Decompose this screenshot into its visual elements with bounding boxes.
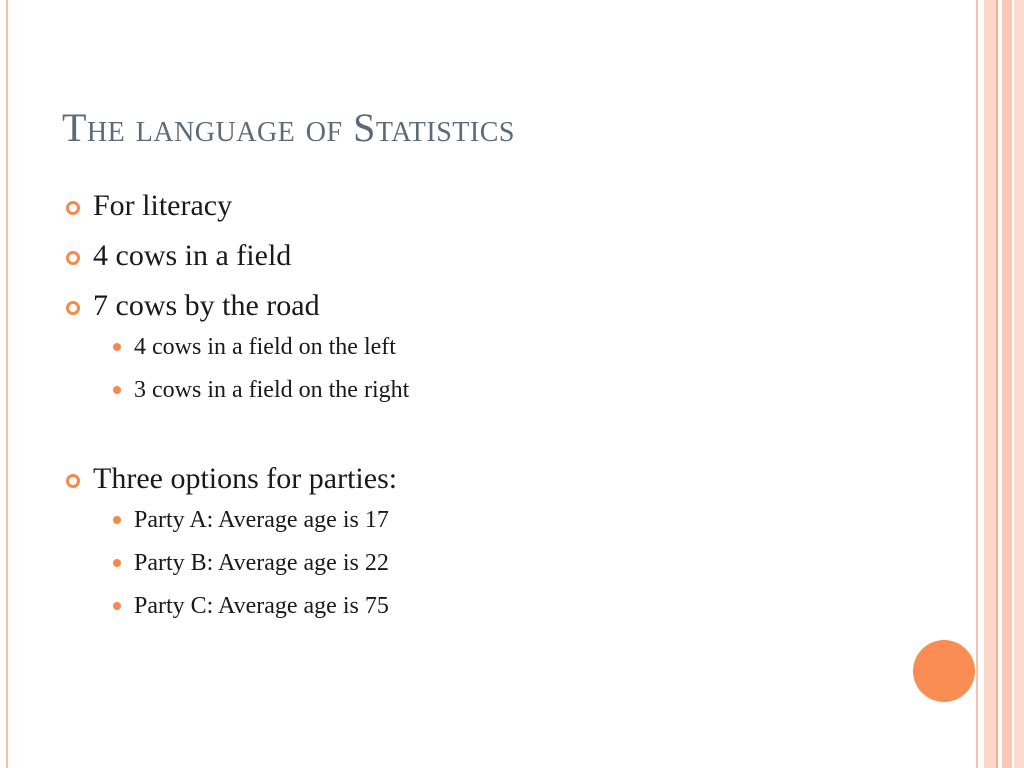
bullet-item [64,188,884,224]
bullet-text: Three options for parties: [93,462,398,495]
stripe [984,0,996,768]
sub-bullet-text: Party C: Average age is 75 [134,593,389,619]
sub-bullet-item [93,591,884,621]
sub-bullet-list [93,505,884,621]
bullet-item [64,238,884,274]
slide-title: The language of Statistics [62,105,515,150]
bullet-text: For literacy [93,189,233,222]
dot-bullet-icon [113,559,121,567]
stripe [1002,0,1012,768]
sub-bullet-text: Party A: Average age is 17 [134,507,389,533]
sub-bullet-text: 3 cows in a field on the right [134,377,410,403]
bullet-text: 4 cows in a field [93,239,292,272]
sub-bullet-list [93,332,884,405]
ring-bullet-icon [66,201,80,215]
bullet-text: 7 cows by the road [93,289,320,322]
sub-bullet-item [93,505,884,535]
dot-bullet-icon [113,602,121,610]
stripe [996,0,998,768]
ring-bullet-icon [66,301,80,315]
sub-bullet-item [93,548,884,578]
bullet-item [64,288,884,405]
bullet-item [64,461,884,621]
sub-bullet-text: Party B: Average age is 22 [134,550,389,576]
sub-bullet-text: 4 cows in a field on the left [134,334,396,360]
sub-bullet-item [93,332,884,362]
dot-bullet-icon [113,343,121,351]
ring-bullet-icon [66,474,80,488]
decorative-circle [913,640,975,702]
bullet-list [64,188,884,621]
dot-bullet-icon [113,516,121,524]
slide-body [64,188,884,635]
sub-bullet-item [93,375,884,405]
dot-bullet-icon [113,386,121,394]
left-border-line [6,0,8,768]
stripe [1014,0,1024,768]
right-decorative-stripes [976,0,1024,768]
ring-bullet-icon [66,251,80,265]
stripe [976,0,978,768]
spacer [64,419,884,461]
